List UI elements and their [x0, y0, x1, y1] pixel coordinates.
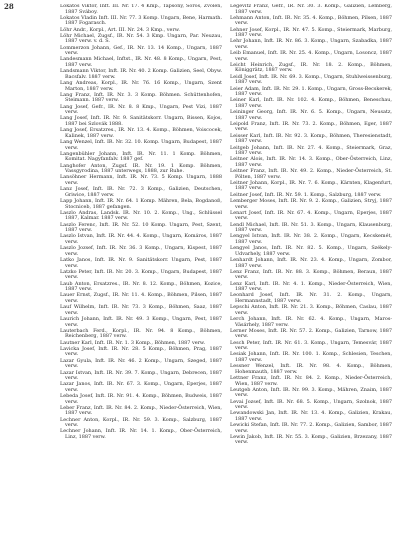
list-entry: Latko Janos, Inft. IR. Nr. 9. Sanitätskorr. Ungarn, Pest, 1887 verw. [60, 257, 222, 269]
list-entry: Lerner Moses, Inft. IR. Nr. 57. 2. Komp., Galizien, Tarnow, 1887 verw. [230, 327, 392, 340]
list-entry: Lazar Gyula, Inft. IR. Nr. 46. 2 Komp., Ungarn, Szeged, 1887 verw. [60, 357, 222, 370]
list-entry: Laurich Johann, Inft. IR. Nr. 49. 3 Komp., Ungarn, Pest, 1887 verw. [60, 316, 222, 328]
list-entry: Leipold Franz, Inft. IR. Nr. 73. 2. Komp., Böhmen, Eger, 1887 verw. [230, 120, 392, 133]
list-entry: Lewandowski Jan, Inft. IR. Nr. 13. 4. Komp., Galizien, Krakau, 1887 verw. [230, 410, 392, 422]
list-entry: Legevitz Franz, Gefr., IR. Nr. 30. 3. Komp., Galizien, Lemberg, 1887 verw. [230, 4, 392, 15]
list-entry: Leitgeb Johann, Inft. IR. Nr. 27. 4. Komp., Steiermark, Graz, 1887 verw. [230, 144, 392, 157]
list-entry: Lang Andreas, Korpl., IR. Nr. 76. 16 Komp., Ungarn, Szent Marton, 1887 verw. [60, 80, 222, 92]
list-entry: Lang Josef, Inft. IR. Nr. 9. Sanitätskorr. Ungarn, Bissen, Kojos, 1887 bei Szlovák 1888. [60, 115, 222, 127]
list-entry: Lerch Johann, Inft. IR. Nr. 62. 4. Komp., Ungarn, Maros-Vásárhely, 1887 verw. [230, 316, 392, 328]
list-entry: Leisser Karl, Inft. IR. Nr. 92. 3. Komp., Böhmen, Theresienstadt, 1887 verw. [230, 132, 392, 145]
list-entry: Lazar Janos, Inft. IR. Nr. 67. 3. Komp., Ungarn, Eperjes, 1887 verw. [60, 381, 222, 393]
list-entry: Langenbühler Johann, Inft. IR. Nr. 11. 1 Komp. Böhmen, Komitat. Nagyfanfalv. 1887 gef. [60, 150, 222, 163]
list-entry: Laub Anton, Ersatzres., IR. Nr. 8. 12. Komp., Böhmen, Kozice, 1887 verw. [60, 280, 222, 293]
list-entry: Lang Wenzel, Inft. IR. Nr. 32. 10. Komp. Ungarn, Budapest, 1887 verw. [60, 139, 222, 151]
list-entry: Lemberger Moses, Inft. IR. Nr. 9. 2. Komp., Galizien, Stryj, 1887 verw. [230, 198, 392, 210]
list-entry: Laszlo Istvan, Inft. IR. Nr. 44. 4. Komp., Ungarn, Komáros, 1887 verw. [60, 233, 222, 245]
list-entry: Lokatos Viktor, Inft. III. Nr. 17. 4 Kmp., Tapsony, Soros, Zvolen, 1887 Sváboy. [60, 4, 222, 15]
list-entry: Lengyel Istvan, Inft. IR. Nr. 38. 2. Komp., Ungarn, Kecskemét, 1887 verw. [230, 233, 392, 245]
list-entry: Laszlo Andras, Landsk. IR. Nr. 10. 2. Komp., Ung., Schlüssel 1887, Kalmar. 1887 verw. [60, 209, 222, 222]
list-entry: Leidl Josef, Inft. IR. Nr. 69. 3. Komp., Ungarn, Stuhlweissenburg, 1887 verw. [230, 73, 392, 86]
list-entry: Latzko Peter, Inft. IR. Nr. 20. 3. Komp., Ungarn, Budapest, 1887 verw. [60, 268, 222, 281]
list-entry: Lebeda Josef, Inft. IR. Nr. 91. 4. Komp., Böhmen, Budweis, 1887 verw. [60, 393, 222, 405]
list-entry: Leitner Franz, Inft. IR. Nr. 49. 2. Komp., Nieder-Österreich, St. Pölten, 1887 verw. [230, 168, 392, 180]
page-number: 28 [4, 2, 14, 11]
list-entry: Laszlo Ferenc, Inft. IR. Nr. 52. 10 Komp. Ungarn, Pest, Szent, 1887 verw. [60, 221, 222, 234]
column-left [60, 4, 222, 534]
list-entry: Leininger Georg, Inft. IR. Nr. 6. 5. Komp., Ungarn, Neusatz, 1887 verw. [230, 109, 392, 121]
list-entry: Lehner Josef, Korpl., IR. Nr. 47. 5. Komp., Steiermark, Marburg, 1887 verw. [230, 26, 392, 39]
list-entry: Lewicki Stefan, Inft. IR. Nr. 77. 2. Komp., Galizien, Sambor, 1887 verw. [230, 422, 392, 434]
list-entry: Leutgeb Anton, Inft. IR. Nr. 99. 3. Komp., Mähren, Znaim, 1887 verw. [230, 386, 392, 399]
list-entry: Lepschi Anton, Inft. IR. Nr. 21. 3. Komp., Böhmen, Caslau, 1887 verw. [230, 304, 392, 316]
list-entry: Leitner Johann, Korpl., IR. Nr. 7. 6. Komp., Kärnten, Klagenfurt, 1887 verw. [230, 179, 392, 192]
list-entry: Lenz Franz, Inft. IR. Nr. 88. 3. Komp., Böhmen, Beraun, 1887 verw. [230, 268, 392, 281]
list-entry: Lewin Jakob, Inft. IR. Nr. 55. 3. Komp., Galizien, Brzezany, 1887 verw. [230, 433, 392, 446]
list-entry: Leber Franz, Inft. IR. Nr. 84. 2. Komp., Nieder-Österreich, Wien, 1887 verw. [60, 404, 222, 417]
list-entry: Leonhard Josef, Inft. IR. Nr. 31. 2. Komp., Ungarn, Hermannstadt, 1887 verw. [230, 292, 392, 304]
list-entry: Lommerzon Johann, Gef., IR. Nr. 13. 14 Komp., Ungarn, 1887 verw. [60, 44, 222, 57]
list-entry: Lesiak Johann, Inft. IR. Nr. 100. 1. Komp., Schlesien, Teschen, 1887 verw. [230, 351, 392, 363]
list-entry: Leib Emanuel, Inft. IR. Nr. 25. 4. Komp., Ungarn, Losoncz, 1887 verw. [230, 50, 392, 62]
list-entry: Lettner Franz, Inft. IR. Nr. 84. 2. Komp., Nieder-Österreich, Wien, 1887 verw. [230, 375, 392, 387]
list-entry: Lesch Peter, Inft. IR. Nr. 61. 3. Komp., Ungarn, Temesvár, 1887 verw. [230, 339, 392, 352]
list-entry: Lokatos Vladin Inft. III. Nr. 77. 3 Komp. Ungarn, Bene, Harmath. 1887 Fogarasch. [60, 14, 222, 27]
list-entry: Lazar Istvan, Inft. IR. Nr. 39. 7. Komp., Ungarn, Debrecen, 1887 verw. [60, 369, 222, 381]
list-entry: Leitner Alois, Inft. IR. Nr. 14. 3. Komp., Ober-Österreich, Linz, 1887 verw. [230, 156, 392, 168]
list-entry: Lendl Michael, Inft. IR. Nr. 51. 3. Komp., Ungarn, Klausenburg, 1887 verw. [230, 221, 392, 234]
list-entry: Lanz Josef, Inft. IR. Nr. 72. 3 Komp., Galizien, Deutschen, Griwice, 1887 verw. [60, 186, 222, 198]
list-entry: Lang Franz, Inft. IR. Nr. 3. 3 Komp. Böhmen. Schüttenhofen, Steimann. 1887 verw. [60, 91, 222, 104]
list-entry: Lengyel Janos, Inft. IR. Nr. 82. 5. Komp., Ungarn, Székely-Udvarhely, 1887 verw. [230, 245, 392, 257]
list-entry: Lavicka Josef, Inft. IR. Nr. 28. 5 Komp., Böhmen, Prag, 1887 verw. [60, 345, 222, 358]
list-entry: Lauf Wilhelm, Inft. IR. Nr. 73. 3 Komp., Böhmen, Saaz, 1887 verw. [60, 304, 222, 316]
list-entry: Lauterbach Ferd., Korpl., IR. Nr. 94. 8 Komp., Böhmen, Reichenberg, 1887 verw. [60, 327, 222, 340]
list-entry: Lehr Johann, Inft. IR. Nr. 86. 3. Komp., Ungarn, Szabadka, 1887 verw. [230, 38, 392, 50]
list-entry: Lautner Karl, Inft. IR. Nr. 1. 3 Komp., Böhmen, 1887 verw. [60, 339, 206, 346]
list-entry: Lenart Josef, Inft. IR. Nr. 67. 4. Komp., Ungarn, Eperjes, 1887 verw. [230, 209, 392, 222]
list-entry: Lansöhner Hermann, Inft. IR. Nr. 73. 5 Komp. Ungarn, 1888 verw. [60, 174, 222, 186]
list-entry: Langhofer Anton, Zugsf. IR. Nr. 19. 1 Komp. Böhmen, Vassgyrodina, 1887 unterwegs, 1888, zur Ruhe. [60, 162, 222, 175]
list-entry: Lapp Johann, Inft. IR. Nr. 64. 1 Komp. Mähren, Bela, Bogdanoß, Stocniceb, 1887 gefangen. [60, 198, 222, 210]
list-entry: Lang Josef, Gefr., IR. Nr. 8. 8 Kmp., Ungarn, Pest Vizi, 1887 verw. [60, 103, 222, 116]
list-entry: Lang Josef, Ersatzres., IR. Nr. 13. 4. Komp., Böhmen, Voiscocek, Kalinek, 1887 verw. [60, 127, 222, 139]
list-entry: Lechner Anton, Korpl., IR. Nr. 59. 3. Komp., Salzburg, 1887 verw. [60, 416, 222, 429]
list-entry: Leiner Karl, Inft. IR. Nr. 102. 4. Komp., Böhmen, Beneschau, 1887 verw. [230, 97, 392, 109]
list-entry: Löhr Michael, Zugsf., IR. Nr. 54. 3 Kmp. Ungarn, Par. Neuzau, 1887 verw. v. d. S. [60, 32, 222, 45]
list-entry: Lechner Johann, Inft. IR. Nr. 14. 1. Komp., Ober-Österreich, Linz, 1887 verw. [60, 428, 222, 440]
list-entry: Lehmann Anton, Inft. IR. Nr. 35. 4. Komp., Böhmen, Pilsen, 1887 verw. [230, 14, 392, 27]
list-entry: Leier Adam, Inft. IR. Nr. 29. 1. Komp., Ungarn, Gross-Becskerek, 1887 verw. [230, 85, 392, 98]
list-entry: Levai Jozsef, Inft. IR. Nr. 68. 5. Komp., Ungarn, Szolnok, 1887 verw. [230, 398, 392, 411]
column-right [230, 4, 392, 534]
list-entry: Lenz Karl, Inft. IR. Nr. 4. 1. Komp., Nieder-Österreich, Wien, 1887 verw. [230, 280, 392, 293]
list-entry: Lenhardt Johann, Inft. IR. Nr. 23. 4. Komp., Ungarn, Zombor, 1887 verw. [230, 257, 392, 269]
list-entry: Landesmann Michael, Inftst., IR. Nr. 48. 8 Komp., Ungarn, Pest, 1887 verw. [60, 56, 222, 68]
columns-container [60, 4, 392, 534]
list-entry: Landsmann Viktor, Inft. IR. Nr. 40. 2 Komp. Galizien, Seel, Obyw. Bacsfalv. 1887 verw. [60, 68, 222, 80]
list-entry: Lauer Ernst, Zugsf., IR. Nr. 11. 4. Komp., Böhmen, Pilsen, 1887 verw. [60, 292, 222, 304]
list-entry: Leitner Josef, Inft. IR. Nr. 59. 1. Komp., Salzburg, 1887 verw. [230, 191, 382, 198]
list-entry: Löhr Andr., Korpl., Art. III. Nr. 24. 3 Kmp., verw. [60, 26, 180, 33]
list-entry: Laszlo Jozsef, Inft. IR. Nr. 36. 3 Komp., Ungarn, Kispest, 1887 verw. [60, 245, 222, 257]
list-entry: Lessner Wenzel, Inft. IR. Nr. 98. 4. Komp., Böhmen, Hohenmauth, 1887 verw. [230, 363, 392, 375]
list-entry: Leicht Heinrich, Zugsf., IR. Nr. 18. 2. Komp., Böhmen, Königgrätz, 1887 verw. [230, 61, 392, 74]
